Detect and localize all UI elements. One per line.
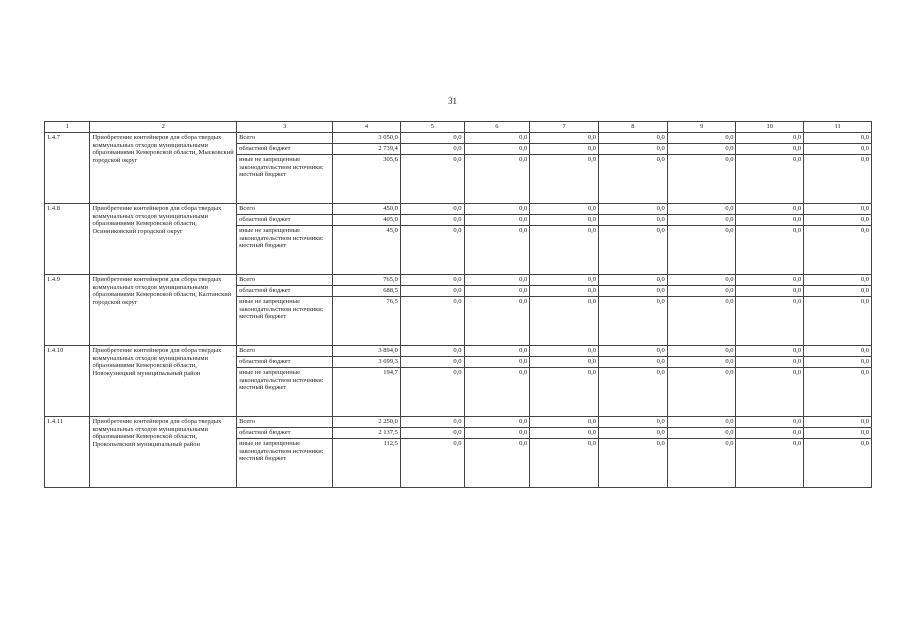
value-cell: 0,0 bbox=[736, 438, 804, 487]
value-cell: 0,0 bbox=[400, 438, 464, 487]
value-cell: 0,0 bbox=[804, 438, 872, 487]
column-number-header: 3 bbox=[237, 122, 333, 133]
value-cell: 688,5 bbox=[333, 285, 401, 296]
value-cell: 0,0 bbox=[598, 154, 667, 203]
value-cell: 0,0 bbox=[667, 203, 736, 214]
value-cell: 0,0 bbox=[400, 132, 464, 143]
value-cell: 0,0 bbox=[736, 132, 804, 143]
value-cell: 0,0 bbox=[464, 345, 530, 356]
value-cell: 0,0 bbox=[464, 154, 530, 203]
funding-source: областной бюджет bbox=[237, 214, 333, 225]
value-cell: 0,0 bbox=[464, 438, 530, 487]
column-number-header: 11 bbox=[804, 122, 872, 133]
funding-source: Всего bbox=[237, 203, 333, 214]
value-cell: 0,0 bbox=[530, 296, 599, 345]
value-cell: 0,0 bbox=[804, 203, 872, 214]
value-cell: 0,0 bbox=[464, 356, 530, 367]
funding-source: иные не запрещенные законодательством источники: местный бюджет bbox=[237, 296, 333, 345]
funding-source: иные не запрещенные законодательством источники: местный бюджет bbox=[237, 154, 333, 203]
value-cell: 0,0 bbox=[667, 438, 736, 487]
value-cell: 0,0 bbox=[804, 225, 872, 274]
value-cell: 0,0 bbox=[804, 345, 872, 356]
value-cell: 45,0 bbox=[333, 225, 401, 274]
value-cell: 0,0 bbox=[400, 274, 464, 285]
value-cell: 0,0 bbox=[464, 367, 530, 416]
funding-source: Всего bbox=[237, 345, 333, 356]
row-index: 1.4.8 bbox=[45, 203, 90, 274]
column-number-header: 6 bbox=[464, 122, 530, 133]
value-cell: 0,0 bbox=[598, 214, 667, 225]
value-cell: 0,0 bbox=[464, 214, 530, 225]
funding-source: иные не запрещенные законодательством источники: местный бюджет bbox=[237, 367, 333, 416]
value-cell: 405,0 bbox=[333, 214, 401, 225]
row-index: 1.4.10 bbox=[45, 345, 90, 416]
value-cell: 0,0 bbox=[667, 356, 736, 367]
funding-source: иные не запрещенные законодательством источники: местный бюджет bbox=[237, 225, 333, 274]
value-cell: 0,0 bbox=[598, 296, 667, 345]
value-cell: 0,0 bbox=[464, 274, 530, 285]
value-cell: 0,0 bbox=[400, 367, 464, 416]
value-cell: 0,0 bbox=[598, 285, 667, 296]
value-cell: 0,0 bbox=[804, 296, 872, 345]
column-number-header: 5 bbox=[400, 122, 464, 133]
value-cell: 0,0 bbox=[667, 225, 736, 274]
value-cell: 0,0 bbox=[530, 274, 599, 285]
value-cell: 0,0 bbox=[667, 154, 736, 203]
value-cell: 0,0 bbox=[667, 427, 736, 438]
value-cell: 0,0 bbox=[667, 285, 736, 296]
value-cell: 0,0 bbox=[736, 356, 804, 367]
value-cell: 0,0 bbox=[400, 154, 464, 203]
value-cell: 0,0 bbox=[400, 345, 464, 356]
table-row bbox=[45, 274, 872, 285]
value-cell: 112,5 bbox=[333, 438, 401, 487]
value-cell: 0,0 bbox=[804, 143, 872, 154]
table-header bbox=[45, 122, 872, 133]
value-cell: 0,0 bbox=[598, 143, 667, 154]
funding-source: областной бюджет bbox=[237, 143, 333, 154]
page-number: 31 bbox=[448, 96, 457, 106]
value-cell: 0,0 bbox=[530, 427, 599, 438]
value-cell: 0,0 bbox=[598, 225, 667, 274]
funding-source: Всего bbox=[237, 132, 333, 143]
value-cell: 0,0 bbox=[736, 296, 804, 345]
value-cell: 0,0 bbox=[598, 132, 667, 143]
value-cell: 0,0 bbox=[804, 285, 872, 296]
value-cell: 0,0 bbox=[667, 274, 736, 285]
value-cell: 0,0 bbox=[667, 143, 736, 154]
value-cell: 0,0 bbox=[804, 416, 872, 427]
value-cell: 0,0 bbox=[667, 367, 736, 416]
row-description: Приобретение контейнеров для сбора твердых коммунальных отходов муниципальными образованиями Кемеровской области, Новокузнецкий муниципальный район bbox=[90, 345, 237, 416]
value-cell: 0,0 bbox=[464, 285, 530, 296]
value-cell: 0,0 bbox=[530, 367, 599, 416]
value-cell: 0,0 bbox=[736, 416, 804, 427]
value-cell: 765,0 bbox=[333, 274, 401, 285]
value-cell: 0,0 bbox=[804, 356, 872, 367]
budget-table bbox=[44, 121, 872, 488]
column-number-header: 7 bbox=[530, 122, 599, 133]
value-cell: 0,0 bbox=[804, 427, 872, 438]
value-cell: 0,0 bbox=[530, 143, 599, 154]
value-cell: 0,0 bbox=[530, 285, 599, 296]
value-cell: 0,0 bbox=[400, 285, 464, 296]
value-cell: 0,0 bbox=[667, 214, 736, 225]
value-cell: 0,0 bbox=[736, 345, 804, 356]
value-cell: 0,0 bbox=[464, 416, 530, 427]
value-cell: 0,0 bbox=[804, 214, 872, 225]
funding-source: областной бюджет bbox=[237, 356, 333, 367]
value-cell: 0,0 bbox=[736, 427, 804, 438]
value-cell: 0,0 bbox=[736, 274, 804, 285]
value-cell: 3 699,3 bbox=[333, 356, 401, 367]
value-cell: 0,0 bbox=[598, 438, 667, 487]
value-cell: 0,0 bbox=[598, 345, 667, 356]
value-cell: 0,0 bbox=[464, 225, 530, 274]
value-cell: 0,0 bbox=[736, 143, 804, 154]
value-cell: 0,0 bbox=[804, 367, 872, 416]
value-cell: 0,0 bbox=[530, 225, 599, 274]
value-cell: 0,0 bbox=[598, 356, 667, 367]
value-cell: 0,0 bbox=[804, 274, 872, 285]
column-number-header: 4 bbox=[333, 122, 401, 133]
value-cell: 0,0 bbox=[667, 345, 736, 356]
value-cell: 0,0 bbox=[598, 274, 667, 285]
value-cell: 0,0 bbox=[400, 214, 464, 225]
column-number-header: 2 bbox=[90, 122, 237, 133]
value-cell: 0,0 bbox=[530, 203, 599, 214]
value-cell: 0,0 bbox=[598, 427, 667, 438]
value-cell: 305,6 bbox=[333, 154, 401, 203]
table-row bbox=[45, 345, 872, 356]
funding-source: иные не запрещенные законодательством источники: местный бюджет bbox=[237, 438, 333, 487]
value-cell: 0,0 bbox=[400, 296, 464, 345]
value-cell: 0,0 bbox=[530, 345, 599, 356]
table-row bbox=[45, 416, 872, 427]
value-cell: 450,0 bbox=[333, 203, 401, 214]
value-cell: 0,0 bbox=[464, 143, 530, 154]
value-cell: 3 894,0 bbox=[333, 345, 401, 356]
row-description: Приобретение контейнеров для сбора твердых коммунальных отходов муниципальными образованиями Кемеровской области, Прокопьевский муниципальный район bbox=[90, 416, 237, 487]
value-cell: 76,5 bbox=[333, 296, 401, 345]
value-cell: 0,0 bbox=[400, 416, 464, 427]
value-cell: 0,0 bbox=[804, 132, 872, 143]
value-cell: 0,0 bbox=[400, 356, 464, 367]
value-cell: 0,0 bbox=[736, 285, 804, 296]
value-cell: 0,0 bbox=[736, 214, 804, 225]
column-number-header: 10 bbox=[736, 122, 804, 133]
value-cell: 0,0 bbox=[464, 296, 530, 345]
value-cell: 0,0 bbox=[400, 225, 464, 274]
table-row bbox=[45, 203, 872, 214]
column-number-header: 8 bbox=[598, 122, 667, 133]
value-cell: 0,0 bbox=[400, 427, 464, 438]
row-index: 1.4.9 bbox=[45, 274, 90, 345]
value-cell: 0,0 bbox=[400, 203, 464, 214]
row-description: Приобретение контейнеров для сбора твердых коммунальных отходов муниципальными образованиями Кемеровской области, Калтанский городской округ bbox=[90, 274, 237, 345]
table-body bbox=[45, 132, 872, 487]
value-cell: 0,0 bbox=[736, 203, 804, 214]
row-index: 1.4.11 bbox=[45, 416, 90, 487]
table-row bbox=[45, 132, 872, 143]
value-cell: 0,0 bbox=[530, 416, 599, 427]
value-cell: 0,0 bbox=[598, 367, 667, 416]
value-cell: 0,0 bbox=[736, 225, 804, 274]
row-index: 1.4.7 bbox=[45, 132, 90, 203]
column-number-row bbox=[45, 122, 872, 133]
column-number-header: 1 bbox=[45, 122, 90, 133]
value-cell: 0,0 bbox=[667, 416, 736, 427]
column-number-header: 9 bbox=[667, 122, 736, 133]
value-cell: 194,7 bbox=[333, 367, 401, 416]
value-cell: 0,0 bbox=[530, 214, 599, 225]
value-cell: 0,0 bbox=[736, 367, 804, 416]
value-cell: 0,0 bbox=[530, 132, 599, 143]
row-description: Приобретение контейнеров для сбора твердых коммунальных отходов муниципальными образованиями Кемеровской области, Мысковский городской округ bbox=[90, 132, 237, 203]
value-cell: 0,0 bbox=[400, 143, 464, 154]
value-cell: 0,0 bbox=[736, 154, 804, 203]
value-cell: 0,0 bbox=[804, 154, 872, 203]
value-cell: 0,0 bbox=[530, 154, 599, 203]
funding-source: Всего bbox=[237, 416, 333, 427]
funding-source: Всего bbox=[237, 274, 333, 285]
funding-source: областной бюджет bbox=[237, 285, 333, 296]
value-cell: 0,0 bbox=[667, 132, 736, 143]
value-cell: 0,0 bbox=[464, 203, 530, 214]
value-cell: 2 739,4 bbox=[333, 143, 401, 154]
value-cell: 0,0 bbox=[530, 356, 599, 367]
value-cell: 2 137,5 bbox=[333, 427, 401, 438]
value-cell: 0,0 bbox=[598, 416, 667, 427]
funding-source: областной бюджет bbox=[237, 427, 333, 438]
value-cell: 3 050,0 bbox=[333, 132, 401, 143]
value-cell: 0,0 bbox=[530, 438, 599, 487]
value-cell: 0,0 bbox=[598, 203, 667, 214]
value-cell: 0,0 bbox=[464, 132, 530, 143]
value-cell: 0,0 bbox=[667, 296, 736, 345]
row-description: Приобретение контейнеров для сбора твердых коммунальных отходов муниципальными образованиями Кемеровской области, Осинниковский городской округ bbox=[90, 203, 237, 274]
value-cell: 2 250,0 bbox=[333, 416, 401, 427]
value-cell: 0,0 bbox=[464, 427, 530, 438]
